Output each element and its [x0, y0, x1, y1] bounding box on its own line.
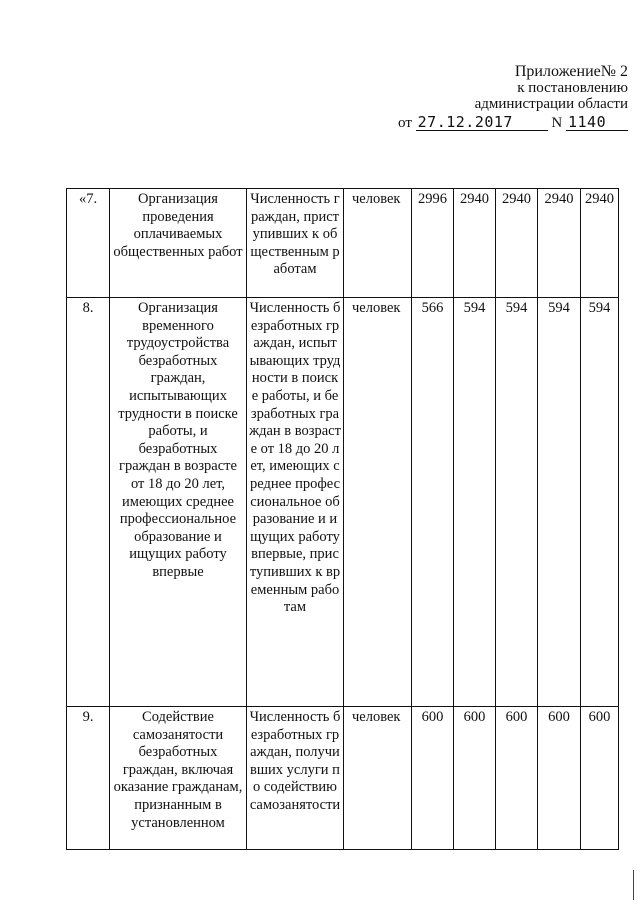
value-cell: 2940: [581, 189, 619, 298]
number-label: N: [551, 115, 563, 131]
value-cell: 2940: [454, 189, 496, 298]
value-cell: 600: [454, 707, 496, 850]
value-cell: 600: [581, 707, 619, 850]
indicator-name: Численность граждан, приступивших к общественным работам: [247, 189, 344, 298]
row-number: 8.: [67, 298, 110, 707]
table-row: [67, 707, 619, 850]
unit-cell: человек: [344, 298, 412, 707]
value-cell: 2996: [412, 189, 454, 298]
table-row: [67, 189, 619, 298]
event-name: Содействие самозанятости безработных граждан, включая оказание гражданам, признанным в установленном: [110, 707, 247, 850]
document-number: 1140: [566, 114, 628, 131]
value-cell: 2940: [538, 189, 581, 298]
row-number: 9.: [67, 707, 110, 850]
value-cell: 600: [412, 707, 454, 850]
date-number-line: [398, 114, 628, 131]
value-cell: 600: [496, 707, 538, 850]
value-cell: 600: [538, 707, 581, 850]
value-cell: 594: [581, 298, 619, 707]
administration-line: администрации области: [474, 96, 628, 112]
unit-cell: человек: [344, 707, 412, 850]
event-name: Организация временного трудоустройства безработных граждан, испытывающих трудности в поиске работы, и безработных граждан в возрасте от 18 до 20 лет, имеющих среднее профессиональное образование и ищущих работу впервые: [110, 298, 247, 707]
document-header: [398, 64, 628, 131]
indicator-name: Численность безработных граждан, получивших услуги по содействию самозанятости: [247, 707, 344, 850]
value-cell: 594: [454, 298, 496, 707]
value-cell: 566: [412, 298, 454, 707]
table-row: [67, 298, 619, 707]
appendix-title: Приложение№ 2: [514, 63, 628, 80]
from-label: от: [398, 115, 412, 131]
value-cell: 594: [496, 298, 538, 707]
row-number: «7.: [67, 189, 110, 298]
document-date: 27.12.2017: [416, 114, 548, 131]
event-name: Организация проведения оплачиваемых общественных работ: [110, 189, 247, 298]
indicators-table: [66, 188, 619, 850]
value-cell: 2940: [496, 189, 538, 298]
indicator-name: Численность безработных граждан, испытывающих трудности в поиске работы, и безработных граждан в возрасте от 18 до 20 лет, имеющих среднее профессиональное образование и ищущих работу впервые, приступивших к временным работам: [247, 298, 344, 707]
value-cell: 594: [538, 298, 581, 707]
scan-edge: [633, 870, 634, 900]
to-resolution-line: к постановлению: [517, 80, 628, 96]
unit-cell: человек: [344, 189, 412, 298]
